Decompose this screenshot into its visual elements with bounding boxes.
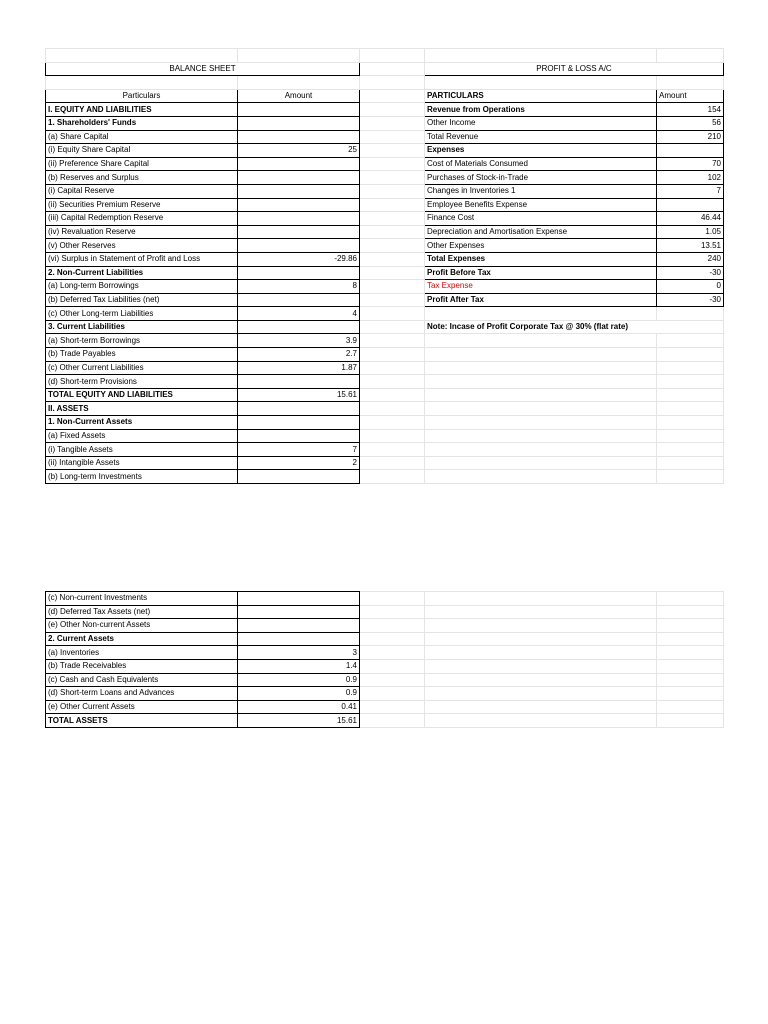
cell: [360, 320, 425, 334]
cell: [360, 592, 425, 606]
cell: [425, 673, 657, 687]
cell: [360, 673, 425, 687]
table-row: [46, 212, 724, 226]
cell: [657, 714, 724, 728]
bs-amount: [238, 198, 360, 212]
pl-label: Purchases of Stock-in-Trade: [425, 171, 657, 185]
pl-amount: -30: [657, 293, 724, 307]
pl-label: Tax Expense: [425, 280, 657, 294]
cell: [360, 632, 425, 646]
cell: [360, 361, 425, 375]
bs-label: (i) Capital Reserve: [46, 184, 238, 198]
bs-label: (b) Trade Receivables: [46, 659, 238, 673]
bs-amount: [238, 266, 360, 280]
pl-label: Profit After Tax: [425, 293, 657, 307]
bs-label: (b) Long-term Investments: [46, 470, 238, 484]
bs-amount: [238, 320, 360, 334]
bs-amount: 0.41: [238, 700, 360, 714]
table-row: [46, 605, 724, 619]
bs-amount: 3: [238, 646, 360, 660]
cell: [657, 361, 724, 375]
table-row: [46, 361, 724, 375]
pl-amount: 210: [657, 130, 724, 144]
bs-col-particulars: Particulars: [46, 89, 238, 103]
cell: [238, 76, 360, 90]
cell: [657, 605, 724, 619]
bs-amount: [238, 619, 360, 633]
cell: [425, 334, 657, 348]
pl-amount: -30: [657, 266, 724, 280]
pl-note: Note: Incase of Profit Corporate Tax @ 30% (flat rate): [425, 320, 724, 334]
cell: [657, 700, 724, 714]
cell: [425, 632, 657, 646]
cell: [360, 280, 425, 294]
pl-amount: [657, 144, 724, 158]
spreadsheet-page-2: [45, 591, 724, 728]
cell: [360, 198, 425, 212]
bs-amount: [238, 293, 360, 307]
bs-label: (c) Cash and Cash Equivalents: [46, 673, 238, 687]
bs-label: (e) Other Current Assets: [46, 700, 238, 714]
cell: [360, 700, 425, 714]
cell: [425, 443, 657, 457]
bs-amount: -29.86: [238, 252, 360, 266]
cell: [360, 416, 425, 430]
table-row: [46, 673, 724, 687]
table-row: [46, 687, 724, 701]
cell: [425, 348, 657, 362]
pl-amount: 7: [657, 184, 724, 198]
cell: [425, 375, 657, 389]
pl-col-amount: Amount: [657, 89, 724, 103]
header-row: [46, 89, 724, 103]
table-row: [46, 307, 724, 321]
bs-label: (c) Non-current Investments: [46, 592, 238, 606]
bs-label: (ii) Intangible Assets: [46, 456, 238, 470]
cell: [360, 348, 425, 362]
cell: [360, 605, 425, 619]
cell: [657, 619, 724, 633]
bs-label: 2. Current Assets: [46, 632, 238, 646]
bs-amount: 1.87: [238, 361, 360, 375]
table-row: [46, 293, 724, 307]
cell: [360, 402, 425, 416]
bs-label: (v) Other Reserves: [46, 239, 238, 253]
cell: [425, 429, 657, 443]
table-row: [46, 334, 724, 348]
table-row: [46, 144, 724, 158]
bs-amount: 15.61: [238, 714, 360, 728]
pl-label: Changes in Inventories 1: [425, 184, 657, 198]
cell: [360, 266, 425, 280]
pl-label: Other Expenses: [425, 239, 657, 253]
table-row: [46, 348, 724, 362]
table-row: [46, 632, 724, 646]
cell: [425, 619, 657, 633]
pl-label: Depreciation and Amortisation Expense: [425, 225, 657, 239]
cell: [425, 49, 657, 63]
pl-label: Cost of Materials Consumed: [425, 157, 657, 171]
table-row: [46, 429, 724, 443]
cell: [657, 334, 724, 348]
cell: [657, 456, 724, 470]
pl-label: Expenses: [425, 144, 657, 158]
bs-label: (c) Other Current Liabilities: [46, 361, 238, 375]
pl-amount: 154: [657, 103, 724, 117]
pl-amount: 70: [657, 157, 724, 171]
cell: [360, 144, 425, 158]
cell: [360, 184, 425, 198]
cell: [238, 49, 360, 63]
cell: [425, 361, 657, 375]
bs-amount: 8: [238, 280, 360, 294]
cell: [360, 307, 425, 321]
pl-amount: 56: [657, 116, 724, 130]
pl-label: Total Expenses: [425, 252, 657, 266]
table-row: [46, 239, 724, 253]
bs-amount: 4: [238, 307, 360, 321]
bs-label: (a) Fixed Assets: [46, 429, 238, 443]
cell: [360, 443, 425, 457]
table-row: [46, 619, 724, 633]
cell: [425, 388, 657, 402]
bs-label: (e) Other Non-current Assets: [46, 619, 238, 633]
bs-amount: [238, 171, 360, 185]
table-row: [46, 103, 724, 117]
cell: [425, 646, 657, 660]
table-row: [46, 375, 724, 389]
cell: [657, 592, 724, 606]
bs-label: 1. Non-Current Assets: [46, 416, 238, 430]
cell: [360, 646, 425, 660]
bs-amount: [238, 429, 360, 443]
pl-label: Other Income: [425, 116, 657, 130]
table-row: [46, 388, 724, 402]
bs-amount: [238, 225, 360, 239]
cell: [46, 76, 238, 90]
cell: [46, 49, 238, 63]
pl-col-particulars: PARTICULARS: [425, 89, 657, 103]
cell: [425, 456, 657, 470]
table-row: [46, 225, 724, 239]
cell: [360, 225, 425, 239]
bs-label: 3. Current Liabilities: [46, 320, 238, 334]
cell: [425, 402, 657, 416]
cell: [360, 619, 425, 633]
bs-amount: 0.9: [238, 687, 360, 701]
cell: [657, 307, 724, 321]
cell: [360, 429, 425, 443]
cell: [657, 429, 724, 443]
table-row: [46, 198, 724, 212]
bs-label: (b) Reserves and Surplus: [46, 171, 238, 185]
cell: [360, 239, 425, 253]
cell: [360, 334, 425, 348]
bs-label: (ii) Securities Premium Reserve: [46, 198, 238, 212]
bs-label: I. EQUITY AND LIABILITIES: [46, 103, 238, 117]
cell: [360, 130, 425, 144]
cell: [425, 470, 657, 484]
cell: [360, 252, 425, 266]
table-row: [46, 659, 724, 673]
table-row: [46, 592, 724, 606]
bs-label: (b) Deferred Tax Liabilities (net): [46, 293, 238, 307]
cell: [360, 714, 425, 728]
cell: [657, 673, 724, 687]
bs-label: (vi) Surplus in Statement of Profit and Loss: [46, 252, 238, 266]
bs-label: (a) Inventories: [46, 646, 238, 660]
pl-amount: 102: [657, 171, 724, 185]
bs-amount: [238, 157, 360, 171]
table-row: [46, 171, 724, 185]
pl-label: Employee Benefits Expense: [425, 198, 657, 212]
cell: [360, 49, 425, 63]
bs-amount: [238, 402, 360, 416]
bs-amount: 2: [238, 456, 360, 470]
bs-label: (c) Other Long-term Liabilities: [46, 307, 238, 321]
cell: [360, 687, 425, 701]
cell: [657, 375, 724, 389]
table-row: [46, 157, 724, 171]
pl-label: Total Revenue: [425, 130, 657, 144]
bs-label: (b) Trade Payables: [46, 348, 238, 362]
cell: [425, 714, 657, 728]
cell: [657, 388, 724, 402]
cell: [360, 171, 425, 185]
bs-label: TOTAL EQUITY AND LIABILITIES: [46, 388, 238, 402]
pl-amount: 46.44: [657, 212, 724, 226]
pl-amount: 13.51: [657, 239, 724, 253]
bs-label: (d) Short-term Loans and Advances: [46, 687, 238, 701]
table-row: [46, 402, 724, 416]
bs-amount: [238, 592, 360, 606]
cell: [657, 348, 724, 362]
bs-label: 2. Non-Current Liabilities: [46, 266, 238, 280]
balance-sheet-title: BALANCE SHEET: [46, 62, 360, 76]
cell: [657, 687, 724, 701]
table-row: [46, 252, 724, 266]
bs-amount: [238, 116, 360, 130]
table-row: [46, 443, 724, 457]
bs-amount: [238, 375, 360, 389]
bs-amount: 2.7: [238, 348, 360, 362]
bs-label: (iv) Revaluation Reserve: [46, 225, 238, 239]
bs-amount: [238, 239, 360, 253]
cell: [425, 592, 657, 606]
bs-amount: [238, 632, 360, 646]
cell: [425, 307, 657, 321]
cell: [657, 402, 724, 416]
table-row: [46, 266, 724, 280]
bs-amount: [238, 184, 360, 198]
bs-label: (a) Long-term Borrowings: [46, 280, 238, 294]
cell: [360, 116, 425, 130]
bs-amount: 25: [238, 144, 360, 158]
cell: [360, 89, 425, 103]
table-row: [46, 714, 724, 728]
pl-label: Revenue from Operations: [425, 103, 657, 117]
table-row: [46, 184, 724, 198]
cell: [425, 76, 657, 90]
table-row: [46, 646, 724, 660]
table-row: [46, 116, 724, 130]
cell: [657, 659, 724, 673]
cell: [360, 375, 425, 389]
bs-label: TOTAL ASSETS: [46, 714, 238, 728]
bs-amount: 7: [238, 443, 360, 457]
bs-label: II. ASSETS: [46, 402, 238, 416]
cell: [425, 416, 657, 430]
cell: [425, 659, 657, 673]
bs-label: (i) Tangible Assets: [46, 443, 238, 457]
cell: [657, 470, 724, 484]
cell: [360, 456, 425, 470]
profit-loss-title: PROFIT & LOSS A/C: [425, 62, 724, 76]
cell: [657, 76, 724, 90]
pl-amount: 1.05: [657, 225, 724, 239]
cell: [360, 76, 425, 90]
table-row: [46, 456, 724, 470]
pl-amount: [657, 198, 724, 212]
pl-label: Finance Cost: [425, 212, 657, 226]
bs-amount: 1.4: [238, 659, 360, 673]
table-row: [46, 416, 724, 430]
pl-amount: 0: [657, 280, 724, 294]
bs-label: (i) Equity Share Capital: [46, 144, 238, 158]
table-row: [46, 700, 724, 714]
cell: [657, 416, 724, 430]
cell: [360, 659, 425, 673]
bs-amount: 15.61: [238, 388, 360, 402]
table-row: [46, 130, 724, 144]
bs-label: (a) Short-term Borrowings: [46, 334, 238, 348]
cell: [657, 443, 724, 457]
cell: [360, 470, 425, 484]
bs-amount: 3.9: [238, 334, 360, 348]
bs-amount: [238, 470, 360, 484]
cell: [360, 212, 425, 226]
cell: [360, 103, 425, 117]
cell: [360, 388, 425, 402]
cell: [360, 62, 425, 76]
bs-label: (a) Share Capital: [46, 130, 238, 144]
bs-label: (d) Deferred Tax Assets (net): [46, 605, 238, 619]
bs-amount: 0.9: [238, 673, 360, 687]
table-row: [46, 320, 724, 334]
pl-label: Profit Before Tax: [425, 266, 657, 280]
cell: [425, 605, 657, 619]
spreadsheet-page-1: [45, 48, 724, 484]
bs-label: (ii) Preference Share Capital: [46, 157, 238, 171]
bs-amount: [238, 103, 360, 117]
cell: [360, 157, 425, 171]
bs-label: 1. Shareholders' Funds: [46, 116, 238, 130]
bs-amount: [238, 130, 360, 144]
bs-col-amount: Amount: [238, 89, 360, 103]
bs-amount: [238, 212, 360, 226]
cell: [657, 632, 724, 646]
cell: [657, 646, 724, 660]
bs-amount: [238, 416, 360, 430]
bs-label: (iii) Capital Redemption Reserve: [46, 212, 238, 226]
bs-amount: [238, 605, 360, 619]
bs-label: (d) Short-term Provisions: [46, 375, 238, 389]
cell: [360, 293, 425, 307]
table-row: [46, 470, 724, 484]
cell: [425, 700, 657, 714]
cell: [657, 49, 724, 63]
table-row: [46, 280, 724, 294]
cell: [425, 687, 657, 701]
pl-amount: 240: [657, 252, 724, 266]
